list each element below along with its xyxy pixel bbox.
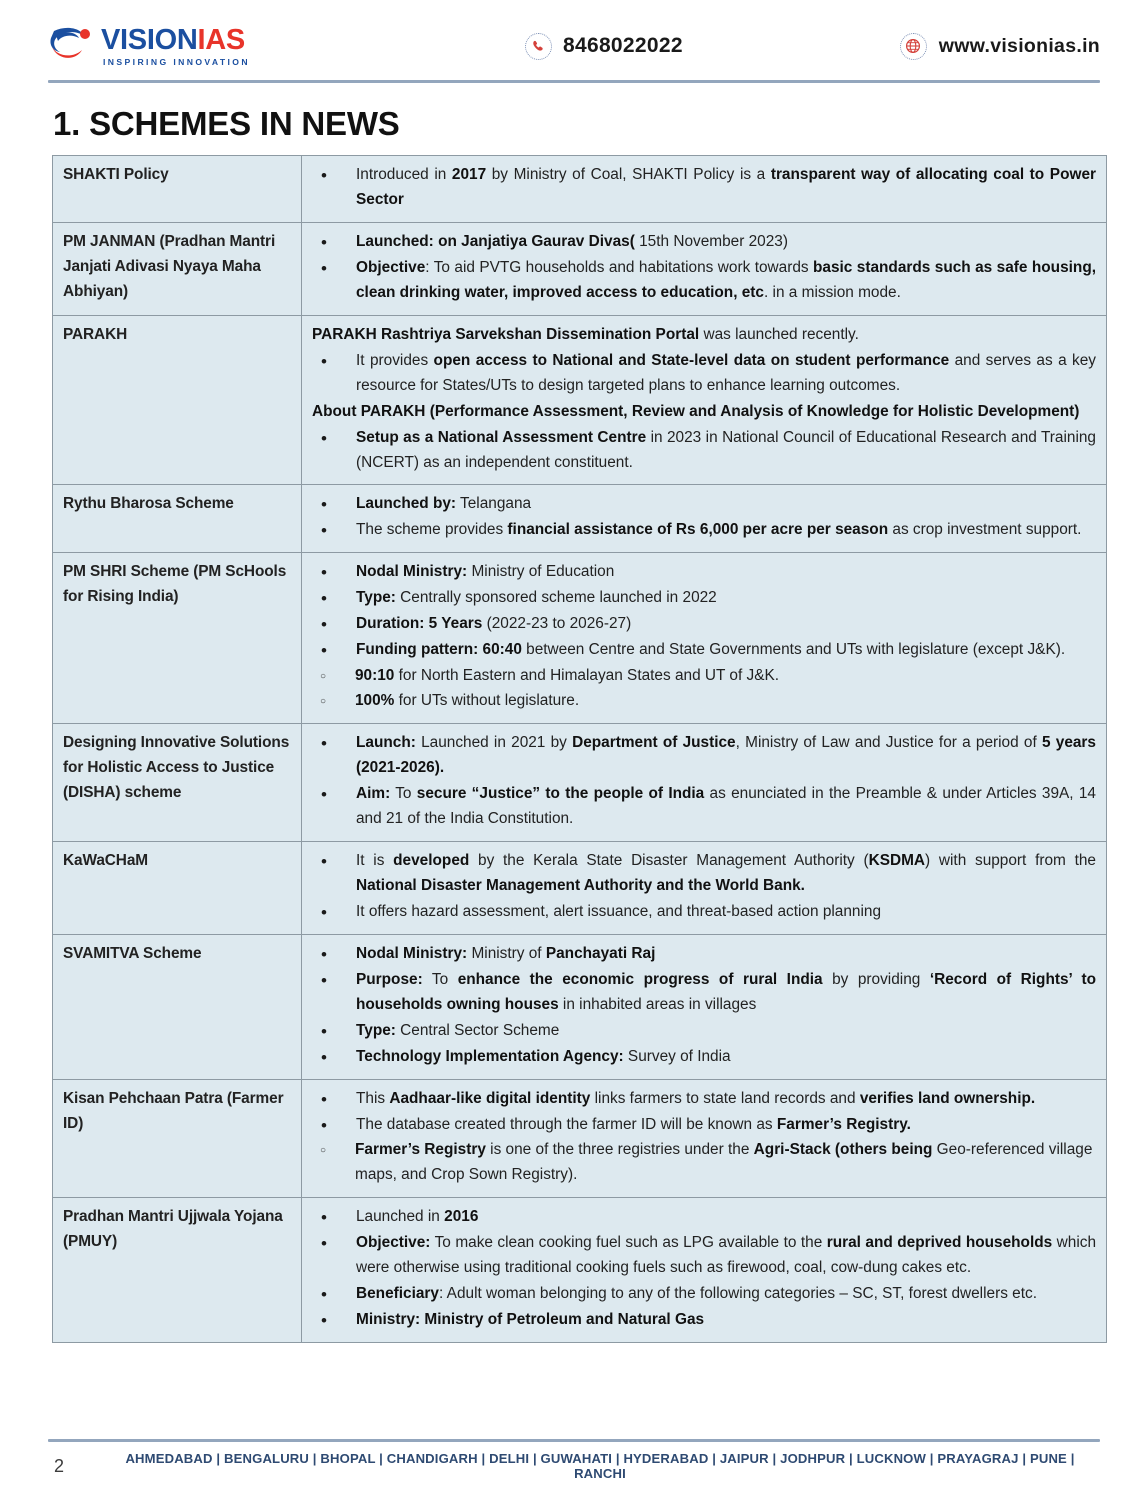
page-number: 2 xyxy=(54,1455,65,1476)
scheme-details-cell xyxy=(302,1198,1107,1343)
list-item: • The database created through the farmer ID will be known as Farmer’s Registry. xyxy=(312,1113,1096,1138)
page-title: 1. SCHEMES IN NEWS xyxy=(53,105,400,142)
list-item: • Beneficiary: Adult woman belonging to any of the following categories – SC, ST, forest dwellers etc. xyxy=(312,1282,1096,1307)
schemes-table xyxy=(52,155,1107,1343)
list-item: • Introduced in 2017 by Ministry of Coal, SHAKTI Policy is a transparent way of allocating coal to Power Sector xyxy=(312,163,1096,213)
scheme-name-cell: PM JANMAN (Pradhan Mantri Janjati Adivasi Nyaya Maha Abhiyan) xyxy=(53,222,302,315)
table-row xyxy=(53,1198,1107,1343)
detail-list xyxy=(312,230,1096,306)
scheme-details-cell xyxy=(302,1079,1107,1198)
logo-tagline: INSPIRING INNOVATION xyxy=(103,56,250,67)
scheme-name-cell: SHAKTI Policy xyxy=(53,156,302,223)
logo-word-ias: IAS xyxy=(197,23,245,56)
scheme-details-cell xyxy=(302,156,1107,223)
list-item: • Type: Centrally sponsored scheme launched in 2022 xyxy=(312,586,1096,611)
list-item: • It provides open access to National and State-level data on student performance and serves as a key resource for States/UTs to design targeted plans to enhance learning outcomes. xyxy=(312,349,1096,399)
header-phone-block xyxy=(525,33,683,60)
detail-list xyxy=(312,492,1096,543)
list-item: • Ministry: Ministry of Petroleum and Natural Gas xyxy=(312,1308,1096,1333)
logo-wordmark xyxy=(101,23,250,56)
footer-divider xyxy=(48,1439,1100,1442)
page-footer xyxy=(48,1439,1100,1481)
list-item: ○ 100% for UTs without legislature. xyxy=(312,689,1096,714)
scheme-details-cell xyxy=(302,315,1107,485)
scheme-name-cell: KaWaCHaM xyxy=(53,841,302,934)
header-divider xyxy=(48,80,1100,83)
visionias-logo xyxy=(48,25,348,68)
scheme-name-cell: PM SHRI Scheme (PM ScHools for Rising India) xyxy=(53,553,302,724)
footer-row xyxy=(48,1451,1100,1481)
list-item: PARAKH Rashtriya Sarvekshan Dissemination Portal was launched recently. xyxy=(312,325,859,343)
logo-text xyxy=(101,23,250,67)
detail-list xyxy=(312,942,1096,1070)
list-item: ○ 90:10 for North Eastern and Himalayan States and UT of J&K. xyxy=(312,664,1096,689)
list-item: • Nodal Ministry: Ministry of Education xyxy=(312,560,1096,585)
list-item: • Technology Implementation Agency: Survey of India xyxy=(312,1045,1096,1070)
scheme-details-cell xyxy=(302,934,1107,1079)
scheme-name-cell: SVAMITVA Scheme xyxy=(53,934,302,1079)
sub-list-holder xyxy=(312,664,1096,714)
scheme-name-cell: Kisan Pehchaan Patra (Farmer ID) xyxy=(53,1079,302,1198)
globe-in-circle-icon xyxy=(900,33,927,60)
scheme-name-cell: Designing Innovative Solutions for Holistic Access to Justice (DISHA) scheme xyxy=(53,724,302,842)
scheme-details-cell xyxy=(302,485,1107,553)
list-item: • The scheme provides financial assistance of Rs 6,000 per acre per season as crop investment support. xyxy=(312,518,1096,543)
list-item: • Type: Central Sector Scheme xyxy=(312,1019,1096,1044)
phone-number: 8468022022 xyxy=(563,34,683,57)
scheme-details-cell xyxy=(302,724,1107,842)
sub-list-holder xyxy=(312,1138,1096,1188)
list-item: • This Aadhaar-like digital identity links farmers to state land records and verifies land ownership. xyxy=(312,1087,1096,1112)
list-item: • Objective: To make clean cooking fuel such as LPG available to the rural and deprived households which were otherwise using traditional cooking fuels such as firewood, coal, cow-dung cakes etc. xyxy=(312,1231,1096,1281)
page-header xyxy=(48,0,1100,78)
scheme-details-cell xyxy=(302,553,1107,724)
list-item: • Launch: Launched in 2021 by Department of Justice, Ministry of Law and Justice for a period of 5 years (2021-2026). xyxy=(312,731,1096,781)
list-item: • Duration: 5 Years (2022-23 to 2026-27) xyxy=(312,612,1096,637)
detail-sublist xyxy=(312,1138,1096,1188)
detail-list xyxy=(312,1087,1096,1189)
list-item: • Nodal Ministry: Ministry of Panchayati Raj xyxy=(312,942,1096,967)
list-item: • Purpose: To enhance the economic progress of rural India by providing ‘Record of Rights’ to households owning houses in inhabited areas in villages xyxy=(312,968,1096,1018)
table-row xyxy=(53,724,1107,842)
detail-list xyxy=(312,731,1096,832)
website-url[interactable]: www.visionias.in xyxy=(938,34,1100,57)
scheme-details-cell xyxy=(302,841,1107,934)
table-row xyxy=(53,222,1107,315)
detail-list xyxy=(312,1205,1096,1333)
detail-list xyxy=(312,163,1096,213)
detail-list xyxy=(312,323,1096,476)
phone-in-circle-icon xyxy=(525,33,552,60)
schemes-table-body xyxy=(53,156,1107,1343)
list-item: • Launched by: Telangana xyxy=(312,492,1096,517)
detail-sublist xyxy=(312,664,1096,714)
list-item: • Aim: To secure “Justice” to the people of India as enunciated in the Preamble & under Articles 39A, 14 and 21 of the India Constitution. xyxy=(312,782,1096,832)
detail-list xyxy=(312,560,1096,714)
vision-swoosh-icon xyxy=(48,25,94,68)
list-item: • Launched: on Janjatiya Gaurav Divas( 15th November 2023) xyxy=(312,230,1096,255)
list-item: About PARAKH (Performance Assessment, Review and Analysis of Knowledge for Holistic Development) xyxy=(312,402,1080,420)
header-website-block xyxy=(900,33,1100,60)
table-row xyxy=(53,485,1107,553)
list-item: • Objective: To aid PVTG households and habitations work towards basic standards such as safe housing, clean drinking water, improved access to education, etc. in a mission mode. xyxy=(312,256,1096,306)
list-item: • Funding pattern: 60:40 between Centre and State Governments and UTs with legislature (except J&K). xyxy=(312,638,1096,663)
list-item: • Launched in 2016 xyxy=(312,1205,1096,1230)
footer-city-list: AHMEDABAD | BENGALURU | BHOPAL | CHANDIGARH | DELHI | GUWAHATI | HYDERABAD | JAIPUR | JODHPUR | LUCKNOW | PRAYAGRAJ | PUNE | RANCHI xyxy=(125,1451,1075,1481)
list-item: ○ Farmer’s Registry is one of the three registries under the Agri-Stack (others being Geo-referenced village maps, and Crop Sown Registry). xyxy=(312,1138,1096,1188)
scheme-details-cell xyxy=(302,222,1107,315)
detail-list xyxy=(312,849,1096,925)
list-item: • Setup as a National Assessment Centre in 2023 in National Council of Educational Research and Training (NCERT) as an independent constituent. xyxy=(312,426,1096,476)
list-item: • It is developed by the Kerala State Disaster Management Authority (KSDMA) with support from the National Disaster Management Authority and the World Bank. xyxy=(312,849,1096,899)
scheme-name-cell: Rythu Bharosa Scheme xyxy=(53,485,302,553)
table-row xyxy=(53,315,1107,485)
list-item: • It offers hazard assessment, alert issuance, and threat-based action planning xyxy=(312,900,1096,925)
table-row xyxy=(53,934,1107,1079)
table-row xyxy=(53,1079,1107,1198)
table-row xyxy=(53,841,1107,934)
scheme-name-cell: PARAKH xyxy=(53,315,302,485)
logo-word-vision: VISION xyxy=(101,23,198,56)
scheme-name-cell: Pradhan Mantri Ujjwala Yojana (PMUY) xyxy=(53,1198,302,1343)
table-row xyxy=(53,156,1107,223)
table-row xyxy=(53,553,1107,724)
